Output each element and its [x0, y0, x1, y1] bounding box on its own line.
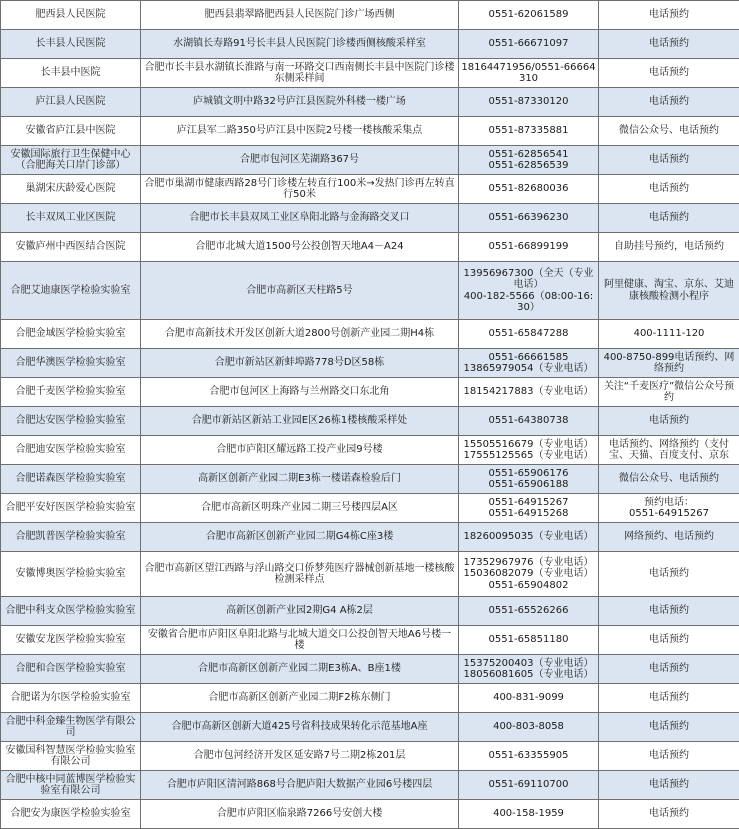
org-name-cell: 肥西县人民医院 [1, 1, 141, 30]
org-name-cell: 安徽庐州中西医结合医院 [1, 233, 141, 262]
phone-cell: 0551-65526266 [459, 597, 599, 626]
address-cell: 合肥市庐阳区耀远路工投产业园9号楼 [141, 436, 459, 465]
org-name-cell: 合肥安为康医学检验实验室 [1, 800, 141, 829]
address-cell: 合肥市庐阳区临泉路7266号安创大楼 [141, 800, 459, 829]
org-name-cell: 合肥平安好医医学检验实验室 [1, 494, 141, 523]
booking-cell: 电话预约 [599, 407, 739, 436]
phone-cell: 0551-63355905 [459, 742, 599, 771]
org-name-cell: 长丰县中医院 [1, 59, 141, 88]
org-name-cell: 合肥中核中同蓝博医学检验实验室有限公司 [1, 771, 141, 800]
phone-cell: 18260095035（专业电话） [459, 523, 599, 552]
phone-cell: 0551-82680036 [459, 175, 599, 204]
org-name-cell: 合肥中科支众医学检验实验室 [1, 597, 141, 626]
booking-cell: 微信公众号、电话预约 [599, 465, 739, 494]
org-name-cell: 巢湖宋庆龄爱心医院 [1, 175, 141, 204]
address-cell: 安徽省合肥市庐阳区阜阳北路与北城大道交口公投创智天地A6号楼一楼 [141, 626, 459, 655]
org-name-cell: 合肥凯普医学检验实验室 [1, 523, 141, 552]
org-name-cell: 长丰双凤工业区医院 [1, 204, 141, 233]
phone-cell: 0551-64915267 0551-64915268 [459, 494, 599, 523]
address-cell: 合肥市包河区上海路与兰州路交口东北角 [141, 378, 459, 407]
phone-cell: 0551-65851180 [459, 626, 599, 655]
address-cell: 合肥市高新区望江西路与浮山路交口侨梦苑医疗器械创新基地一楼核酸检测采样点 [141, 552, 459, 597]
org-name-cell: 合肥和合医学检验实验室 [1, 655, 141, 684]
address-cell: 合肥市北城大道1500号公投创智天地A4－A24 [141, 233, 459, 262]
phone-cell: 0551-66899199 [459, 233, 599, 262]
phone-cell: 0551-64380738 [459, 407, 599, 436]
address-cell: 合肥市长丰县双凤工业区阜阳北路与金海路交叉口 [141, 204, 459, 233]
booking-cell: 电话预约 [599, 742, 739, 771]
booking-cell: 电话预约 [599, 800, 739, 829]
address-cell: 合肥市包河经济开发区延安路7号二期2栋201层 [141, 742, 459, 771]
org-name-cell: 安徽省庐江县中医院 [1, 117, 141, 146]
address-cell: 高新区创新产业园二期E3栋一楼诺森检验后门 [141, 465, 459, 494]
booking-cell: 电话预约 [599, 771, 739, 800]
org-name-cell: 合肥中科金臻生物医学有限公司 [1, 713, 141, 742]
address-cell: 合肥市高新区明珠产业园二期三号楼四层A区 [141, 494, 459, 523]
phone-cell: 0551-62061589 [459, 1, 599, 30]
org-name-cell: 合肥达安医学检验实验室 [1, 407, 141, 436]
phone-cell: 0551-66396230 [459, 204, 599, 233]
phone-cell: 0551-65847288 [459, 320, 599, 349]
booking-cell: 电话预约 [599, 30, 739, 59]
booking-cell: 电话预约 [599, 59, 739, 88]
booking-cell: 关注“千麦医疗”微信公众号预约 [599, 378, 739, 407]
phone-cell: 0551-65906176 0551-65906188 [459, 465, 599, 494]
booking-cell: 电话预约 [599, 175, 739, 204]
booking-cell: 电话预约 [599, 597, 739, 626]
org-name-cell: 长丰县人民医院 [1, 30, 141, 59]
org-name-cell: 合肥迪安医学检验实验室 [1, 436, 141, 465]
org-name-cell: 安徽安龙医学检验实验室 [1, 626, 141, 655]
phone-cell: 17352967976（专业电话） 15036082079（专业电话） 0551-65904802 [459, 552, 599, 597]
booking-cell: 电话预约 [599, 626, 739, 655]
address-cell: 合肥市庐阳区清河路868号合肥庐阳大数据产业园6号楼四层 [141, 771, 459, 800]
booking-cell: 电话预约 [599, 88, 739, 117]
phone-cell: 13956967300（全天（专业电话） 400-182-5566（08:00-16:30） [459, 262, 599, 320]
org-name-cell: 安徽博奥医学检验实验室 [1, 552, 141, 597]
booking-cell: 微信公众号、电话预约 [599, 117, 739, 146]
org-name-cell: 合肥诺森医学检验实验室 [1, 465, 141, 494]
booking-cell: 400-8750-899电话预约、网络预约 [599, 349, 739, 378]
address-cell: 合肥市高新区天柱路5号 [141, 262, 459, 320]
address-cell: 庐江县军二路350号庐江县中医院2号楼一楼核酸采集点 [141, 117, 459, 146]
address-cell: 合肥市高新区创新产业园二期F2栋东侧门 [141, 684, 459, 713]
phone-cell: 18164471956/0551-66664310 [459, 59, 599, 88]
address-cell: 合肥市巢湖市健康西路28号门诊楼左转直行100米→发热门诊再左转直行50米 [141, 175, 459, 204]
booking-cell: 电话预约 [599, 146, 739, 175]
address-cell: 合肥市长丰县水湖镇长淮路与南一环路交口西南侧长丰县中医院门诊楼东侧采样间 [141, 59, 459, 88]
address-cell: 合肥市高新区创新产业园二期G4栋C座3楼 [141, 523, 459, 552]
phone-cell: 0551-66671097 [459, 30, 599, 59]
booking-cell: 自助挂号预约，电话预约 [599, 233, 739, 262]
booking-cell: 400-1111-120 [599, 320, 739, 349]
booking-cell: 电话预约 [599, 204, 739, 233]
phone-cell: 400-831-9099 [459, 684, 599, 713]
phone-cell: 0551-66661585 13865979054（专业电话） [459, 349, 599, 378]
address-cell: 合肥市高新区创新产业园二期E3栋A、B座1楼 [141, 655, 459, 684]
phone-cell: 400-803-8058 [459, 713, 599, 742]
booking-cell: 电话预约、网络预约（支付宝、天猫、百度支付、京东 [599, 436, 739, 465]
phone-cell: 400-158-1959 [459, 800, 599, 829]
org-name-cell: 合肥艾迪康医学检验实验室 [1, 262, 141, 320]
booking-cell: 预约电话： 0551-64915267 [599, 494, 739, 523]
org-name-cell: 合肥金域医学检验实验室 [1, 320, 141, 349]
booking-cell: 电话预约 [599, 655, 739, 684]
address-cell: 合肥市新站区新蚌埠路778号D区58栋 [141, 349, 459, 378]
booking-cell: 阿里健康、淘宝、京东、艾迪康核酸检测小程序 [599, 262, 739, 320]
booking-cell: 电话预约 [599, 552, 739, 597]
booking-cell: 电话预约 [599, 1, 739, 30]
phone-cell: 0551-69110700 [459, 771, 599, 800]
address-cell: 肥西县翡翠路肥西县人民医院门诊广场西侧 [141, 1, 459, 30]
org-name-cell: 安徽国科智慧医学检验实验室有限公司 [1, 742, 141, 771]
phone-cell: 0551-87335881 [459, 117, 599, 146]
booking-cell: 电话预约 [599, 684, 739, 713]
phone-cell: 15505516679（专业电话） 17555125565（专业电话） [459, 436, 599, 465]
org-name-cell: 合肥华澳医学检验实验室 [1, 349, 141, 378]
address-cell: 高新区创新产业园2期G4 A栋2层 [141, 597, 459, 626]
address-cell: 水湖镇长寿路91号长丰县人民医院门诊楼西侧核酸采样室 [141, 30, 459, 59]
address-cell: 合肥市包河区芜湖路367号 [141, 146, 459, 175]
org-name-cell: 合肥诺为尔医学检验实验室 [1, 684, 141, 713]
phone-cell: 0551-62856541 0551-62856539 [459, 146, 599, 175]
phone-cell: 0551-87330120 [459, 88, 599, 117]
booking-cell: 电话预约 [599, 713, 739, 742]
address-cell: 合肥市新站区新站工业园E区26栋1楼核酸采样处 [141, 407, 459, 436]
org-name-cell: 合肥千麦医学检验实验室 [1, 378, 141, 407]
booking-cell: 网络预约、电话预约 [599, 523, 739, 552]
org-name-cell: 安徽国际旅行卫生保健中心（合肥海关口岸门诊部） [1, 146, 141, 175]
address-cell: 合肥市高新区创新大道425号省科技成果转化示范基地A座 [141, 713, 459, 742]
phone-cell: 18154217883（专业电话） [459, 378, 599, 407]
address-cell: 合肥市高新技术开发区创新大道2800号创新产业园二期H4栋 [141, 320, 459, 349]
address-cell: 庐城镇文明中路32号庐江县医院外科楼一楼广场 [141, 88, 459, 117]
org-name-cell: 庐江县人民医院 [1, 88, 141, 117]
phone-cell: 15375200403（专业电话） 18056081605（专业电话） [459, 655, 599, 684]
